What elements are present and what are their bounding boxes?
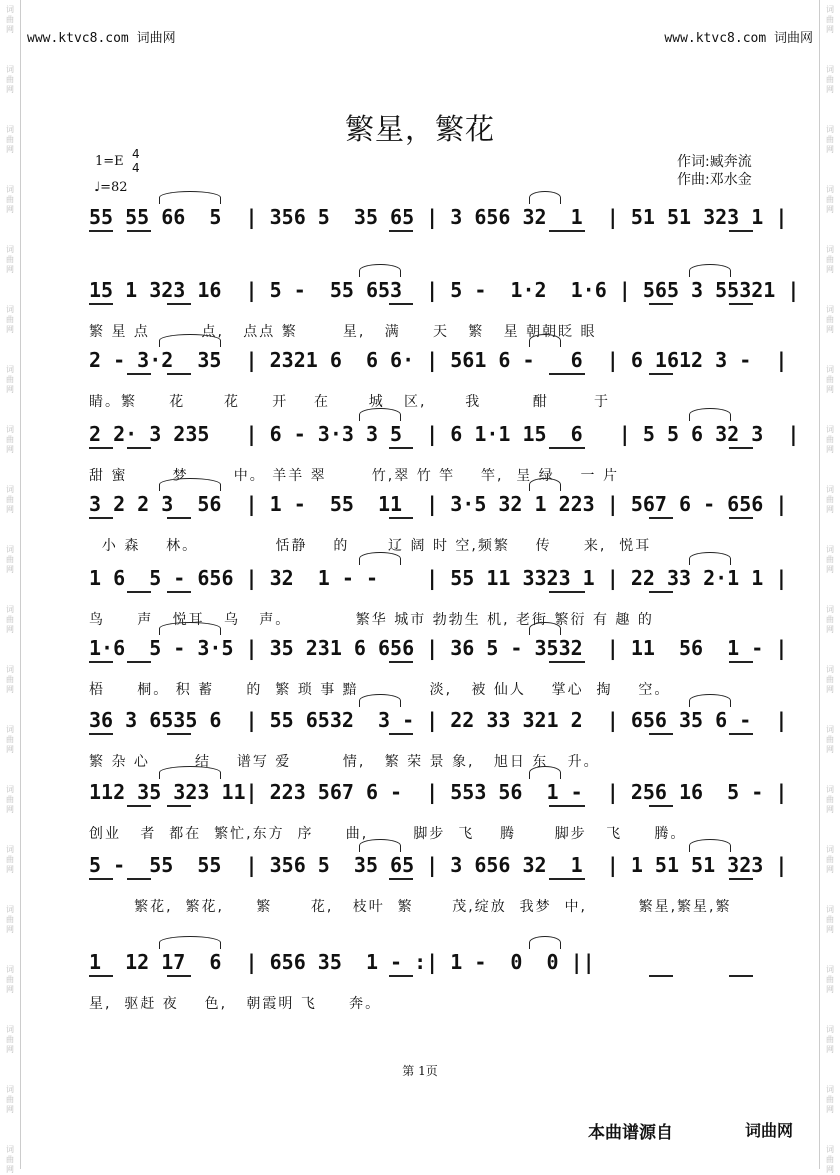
watermark-text: 词 曲 网 [826, 245, 834, 274]
slur [689, 552, 731, 565]
watermark-text: 词 曲 网 [6, 665, 14, 694]
watermark-text: 词 曲 网 [826, 5, 834, 34]
footer-site-name: 词曲网 [745, 1121, 794, 1140]
watermark-text: 词 曲 网 [826, 905, 834, 934]
lyric-row: 繁 星 点 点, 点点 繁 星, 满 天 繁 星 朝朝眨 眼 [89, 324, 597, 340]
beam-line [167, 373, 191, 375]
slur [359, 264, 401, 277]
watermark-text: 词 曲 网 [826, 365, 834, 394]
beam-line [167, 733, 191, 735]
beam-line [389, 230, 413, 232]
lyricist: 作词:臧奔流 [677, 154, 752, 170]
note-row: 2 2· 3 235 | 6 - 3·3 3 5 | 6 1·1 15 6 | 5 5 6 32 3 | [89, 422, 800, 446]
beam-line [389, 303, 413, 305]
watermark-text: 词 曲 网 [826, 1025, 834, 1054]
watermark-text: 词 曲 网 [6, 1085, 14, 1114]
tempo-mark [94, 180, 128, 195]
watermark-text: 词 曲 网 [826, 785, 834, 814]
beam-line [549, 661, 585, 663]
quarter-note-icon: ♩ [94, 180, 101, 195]
beam-line [549, 373, 585, 375]
time-numerator: 4 [132, 147, 140, 161]
beam-line [167, 517, 191, 519]
watermark-text: 词 曲 网 [826, 1145, 834, 1174]
watermark-text: 词 曲 网 [6, 965, 14, 994]
watermark-text: 词 曲 网 [6, 65, 14, 94]
lyric-row: 繁花, 繁花, 繁 花, 枝叶 繁 茂,绽放 我梦 中, 繁星,繁星,繁 [89, 899, 732, 915]
lyric-row: 鸟 声 悦耳 乌 声。 繁华 城市 勃勃生 机, 老街 繁衍 有 趣 的 [89, 612, 654, 628]
watermark-text: 词 曲 网 [6, 785, 14, 814]
watermark-text: 词 曲 网 [6, 5, 14, 34]
slur [159, 478, 221, 491]
beam-line [729, 975, 753, 977]
note-row: 1 6 5 - 656 | 32 1 - - | 55 11 3323 1 | 22 33 2·1 1 | [89, 566, 788, 590]
lyric-row: 睛。繁 花 花 开 在 城 区, 我 酣 于 [89, 394, 610, 410]
slur [359, 839, 401, 852]
beam-line [167, 591, 191, 593]
slur [529, 191, 561, 204]
watermark-text: 词 曲 网 [6, 245, 14, 274]
watermark-text: 词 曲 网 [826, 305, 834, 334]
beam-line [649, 373, 673, 375]
beam-line [167, 805, 191, 807]
note-row: 1 12 17 6 | 656 35 1 - :| 1 - 0 0 || [89, 950, 595, 974]
beam-line [89, 230, 113, 232]
site-url-right: www.ktvc8.com 词曲网 [664, 31, 813, 46]
slur [689, 408, 731, 421]
beam-line [127, 230, 151, 232]
slur [159, 191, 221, 204]
note-row: 36 3 6535 6 | 55 6532 3 - | 22 33 321 2 | 656 35 6 - | [89, 708, 788, 732]
watermark-text: 词 曲 网 [6, 725, 14, 754]
beam-line [389, 975, 413, 977]
note-row: 2 - 3·2 35 | 2321 6 6 6· | 561 6 - 6 | 6 1612 3 - | [89, 348, 788, 372]
beam-line [89, 975, 113, 977]
beam-line [89, 661, 113, 663]
slur [159, 334, 221, 347]
beam-line [729, 878, 753, 880]
lyric-row: 繁 杂 心 结 谱写 爱 情, 繁 荣 景 象, 旭日 东 升。 [89, 754, 600, 770]
watermark-text: 词 曲 网 [6, 185, 14, 214]
score-line [89, 950, 784, 1025]
beam-line [89, 878, 113, 880]
slur [359, 552, 401, 565]
time-signature [132, 147, 140, 175]
note-row: 55 55 66 5 | 356 5 35 65 | 3 656 32 1 | 51 51 323 1 | [89, 205, 788, 229]
slur [159, 622, 221, 635]
lyric-row: 甜 蜜 梦 中。 羊羊 翠 竹,翠 竹 竿 竿, 呈 绿 一 片 [89, 468, 620, 484]
beam-line [549, 805, 585, 807]
beam-line [89, 303, 113, 305]
watermark-text: 词 曲 网 [6, 605, 14, 634]
slur [689, 839, 731, 852]
beam-line [389, 447, 413, 449]
time-denominator: 4 [132, 161, 140, 175]
watermark-text: 词 曲 网 [6, 425, 14, 454]
watermark-text: 词 曲 网 [6, 485, 14, 514]
note-row: 1·6 5 - 3·5 | 35 231 6 656 | 36 5 - 3532 | 11 56 1 - | [89, 636, 788, 660]
watermark-text: 词 曲 网 [826, 125, 834, 154]
lyric-row: 小 森 林。 恬静 的 辽 阔 时 空,频繁 传 来, 悦耳 [89, 538, 652, 554]
watermark-text: 词 曲 网 [6, 1145, 14, 1174]
watermark-text: 词 曲 网 [826, 665, 834, 694]
lyric-row: 创业 者 都在 繁忙,东方 序 曲, 脚步 飞 腾 脚步 飞 腾。 [89, 826, 687, 842]
watermark-text: 词 曲 网 [826, 725, 834, 754]
watermark-text: 词 曲 网 [826, 845, 834, 874]
watermark-text: 词 曲 网 [6, 1025, 14, 1054]
beam-line [389, 517, 413, 519]
beam-line [649, 303, 673, 305]
score-line [89, 780, 788, 855]
beam-line [649, 517, 673, 519]
key-signature: 1=E [95, 154, 124, 169]
note-row: 15 1 323 16 | 5 - 55 653 | 5 - 1·2 1·6 | 565 3 55321 | [89, 278, 800, 302]
slur [159, 936, 221, 949]
slur [159, 766, 221, 779]
slur [529, 766, 561, 779]
beam-line [649, 805, 673, 807]
tempo-value: =82 [100, 180, 128, 195]
note-row: 3 2 2 3 56 | 1 - 55 11 | 3·5 32 1 223 | 567 6 - 656 | [89, 492, 788, 516]
note-row: 5 - 55 55 | 356 5 35 65 | 3 656 32 1 | 1 51 51 323 | [89, 853, 788, 877]
note-row: 112 35 323 11| 223 567 6 - | 553 56 1 - | 256 16 5 - | [89, 780, 788, 804]
score-line [89, 205, 788, 280]
beam-line [89, 517, 113, 519]
score-line [89, 348, 788, 423]
slur [689, 694, 731, 707]
beam-line [729, 447, 753, 449]
beam-line [127, 373, 151, 375]
watermark-text: 词 曲 网 [826, 965, 834, 994]
slur [359, 408, 401, 421]
slur [359, 694, 401, 707]
lyric-row: 星, 驱赶 夜 色, 朝霞明 飞 奔。 [89, 996, 382, 1012]
slur [529, 622, 561, 635]
composer: 作曲:邓水金 [677, 172, 752, 188]
watermark-text: 词 曲 网 [826, 185, 834, 214]
site-url-left: www.ktvc8.com 词曲网 [27, 31, 176, 46]
beam-line [549, 591, 585, 593]
watermark-text: 词 曲 网 [6, 365, 14, 394]
song-title: 繁星，繁花 [344, 112, 495, 146]
score-line [89, 853, 788, 928]
page-number: 第 1页 [402, 1064, 438, 1078]
beam-line [389, 733, 413, 735]
slur [529, 478, 561, 491]
watermark-text: 词 曲 网 [6, 545, 14, 574]
beam-line [389, 661, 413, 663]
slur [529, 936, 561, 949]
watermark-text: 词 曲 网 [6, 845, 14, 874]
watermark-text: 词 曲 网 [6, 905, 14, 934]
watermark-text: 词 曲 网 [826, 605, 834, 634]
beam-line [729, 303, 753, 305]
beam-line [167, 975, 191, 977]
watermark-text: 词 曲 网 [826, 425, 834, 454]
beam-line [549, 878, 585, 880]
watermark-text: 词 曲 网 [6, 125, 14, 154]
beam-line [89, 733, 113, 735]
watermark-text: 词 曲 网 [6, 305, 14, 334]
watermark-text: 词 曲 网 [826, 485, 834, 514]
score-line [89, 492, 788, 567]
score-line [89, 636, 788, 711]
beam-line [127, 447, 151, 449]
beam-line [729, 230, 753, 232]
beam-line [649, 591, 673, 593]
beam-line [389, 878, 413, 880]
beam-line [649, 733, 673, 735]
beam-line [649, 975, 673, 977]
lyric-row: 梧 桐。 积 蓄 的 繁 琐 事 黯 淡, 被 仙人 掌心 掏 空。 [89, 682, 671, 698]
beam-line [127, 805, 151, 807]
watermark-text: 词 曲 网 [826, 65, 834, 94]
beam-line [549, 447, 585, 449]
beam-line [127, 878, 151, 880]
beam-line [89, 447, 113, 449]
beam-line [729, 733, 753, 735]
beam-line [729, 517, 753, 519]
slur [529, 334, 561, 347]
footer-source-label: 本曲谱源自 [588, 1123, 673, 1143]
watermark-text: 词 曲 网 [826, 1085, 834, 1114]
beam-line [729, 661, 753, 663]
beam-line [127, 591, 151, 593]
watermark-text: 词 曲 网 [826, 545, 834, 574]
credits [677, 153, 752, 189]
beam-line [549, 230, 585, 232]
beam-line [127, 661, 151, 663]
beam-line [167, 303, 191, 305]
slur [689, 264, 731, 277]
